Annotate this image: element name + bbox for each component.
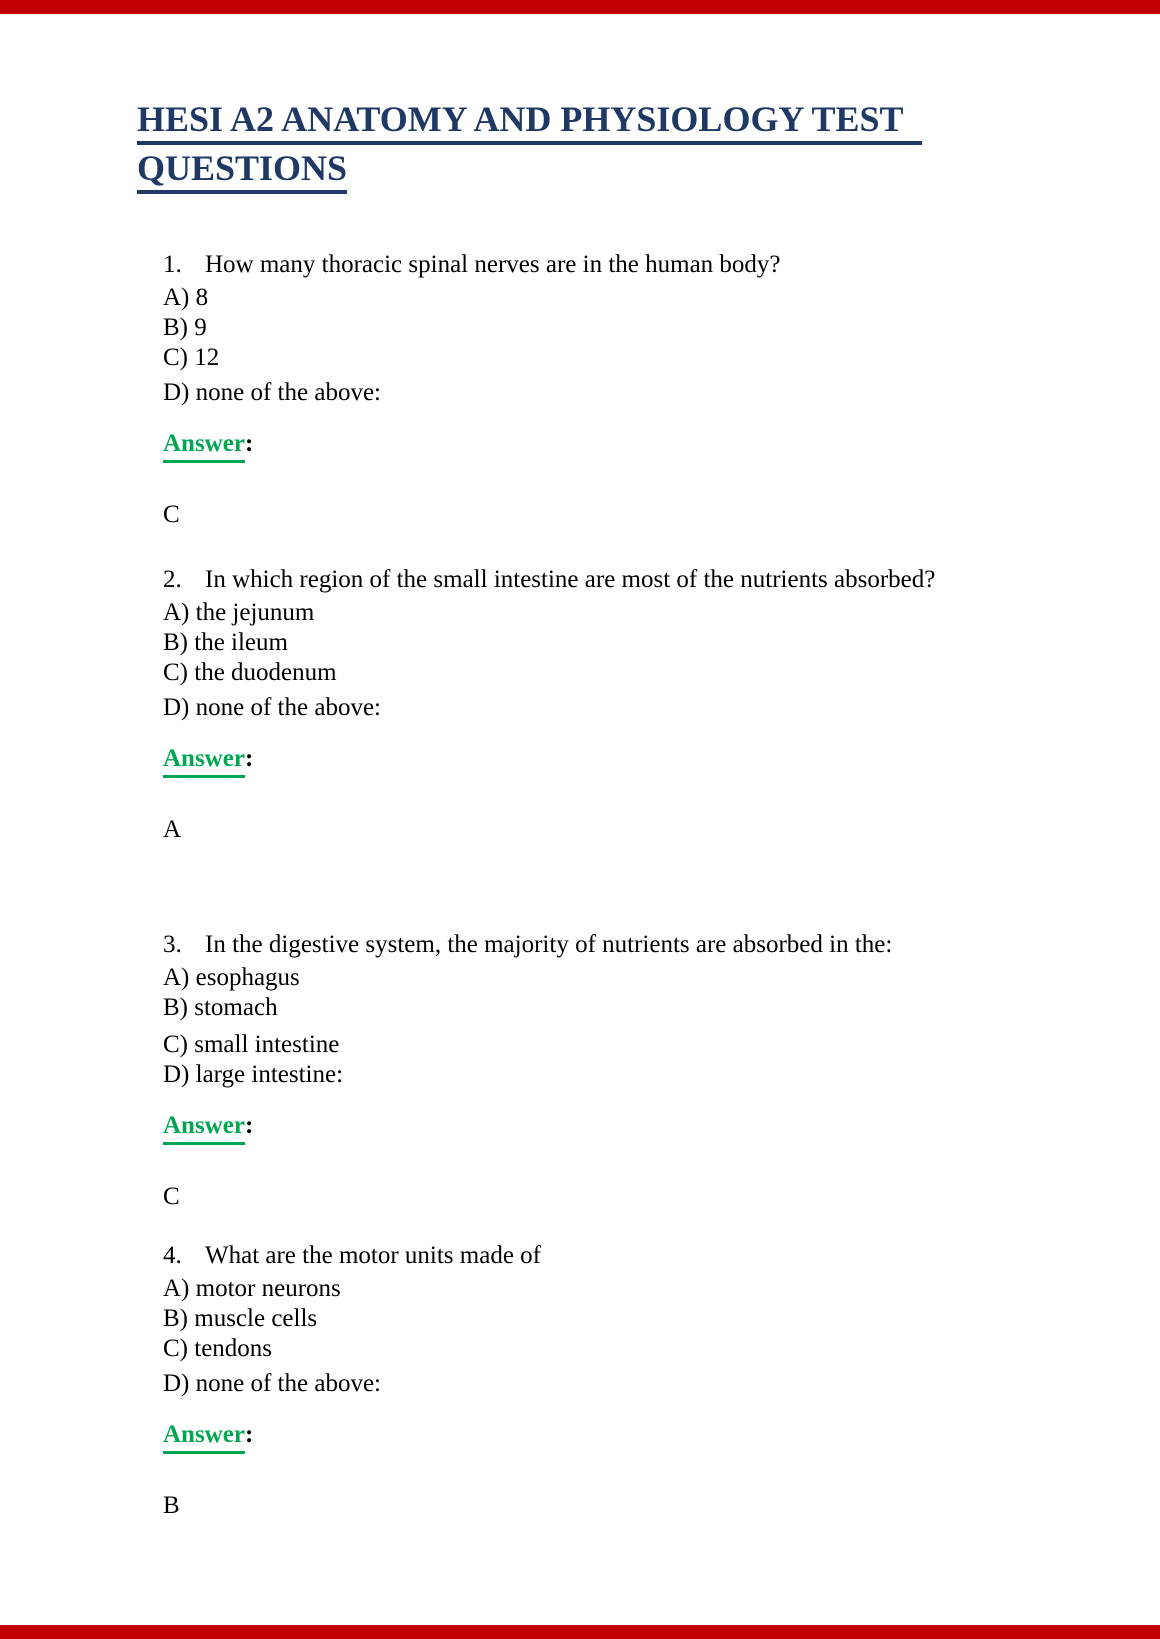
- option-b: B) 9: [163, 314, 207, 341]
- option-d: D) large intestine:: [163, 1061, 344, 1088]
- title-row-1: [137, 98, 1077, 145]
- answer-value: B: [163, 1492, 180, 1519]
- question-line: [163, 250, 1077, 280]
- option-b: B) the ileum: [163, 629, 288, 656]
- question-number: 1.: [163, 251, 182, 278]
- answer-label: Answer: [163, 1111, 245, 1145]
- question-block-3: [137, 930, 1077, 1212]
- question-line: [163, 1241, 1077, 1271]
- answer-colon: :: [244, 1421, 254, 1448]
- question-line: [163, 930, 1077, 960]
- option-b: B) stomach: [163, 994, 278, 1021]
- option-c: C) 12: [163, 344, 220, 371]
- answer-label: Answer: [163, 744, 245, 778]
- answer-colon: :: [244, 1112, 254, 1139]
- option-d: D) none of the above:: [163, 379, 381, 406]
- question-number: 4.: [163, 1242, 182, 1269]
- option-d: D) none of the above:: [163, 694, 381, 721]
- page-edge-bottom: [0, 1625, 1160, 1639]
- question-text: In which region of the small intestine are most of the nutrients absorbed?: [205, 566, 936, 593]
- answer-line: [163, 744, 1077, 778]
- answer-colon: :: [244, 745, 254, 772]
- question-block-2: [137, 565, 1077, 845]
- option-d: D) none of the above:: [163, 1370, 381, 1397]
- question-number: 3.: [163, 931, 182, 958]
- option-a: A) esophagus: [163, 964, 300, 991]
- option-a: A) motor neurons: [163, 1275, 341, 1302]
- answer-value: C: [163, 1183, 180, 1210]
- option-b: B) muscle cells: [163, 1305, 318, 1332]
- answer-label: Answer: [163, 429, 245, 463]
- answer-value: C: [163, 501, 180, 528]
- option-a: A) 8: [163, 284, 209, 311]
- answer-value: A: [163, 816, 182, 843]
- answer-colon: :: [244, 430, 254, 457]
- page-title: [137, 98, 1077, 194]
- question-line: [163, 565, 1077, 595]
- option-c: C) tendons: [163, 1335, 273, 1362]
- question-text: How many thoracic spinal nerves are in the human body?: [205, 251, 781, 278]
- question-number: 2.: [163, 566, 182, 593]
- page-content: [137, 0, 1077, 1521]
- answer-label: Answer: [163, 1420, 245, 1454]
- title-line-2: QUESTIONS: [137, 147, 347, 194]
- question-block-4: [137, 1241, 1077, 1521]
- option-c: C) small intestine: [163, 1031, 340, 1058]
- answer-line: [163, 1420, 1077, 1454]
- option-a: A) the jejunum: [163, 599, 315, 626]
- question-text: What are the motor units made of: [205, 1242, 541, 1269]
- option-c: C) the duodenum: [163, 659, 337, 686]
- question-text: In the digestive system, the majority of nutrients are absorbed in the:: [205, 931, 893, 958]
- title-line-1: HESI A2 ANATOMY AND PHYSIOLOGY TEST: [137, 98, 922, 145]
- title-row-2: [137, 147, 1077, 194]
- answer-line: [163, 429, 1077, 463]
- question-block-1: [137, 250, 1077, 530]
- answer-line: [163, 1111, 1077, 1145]
